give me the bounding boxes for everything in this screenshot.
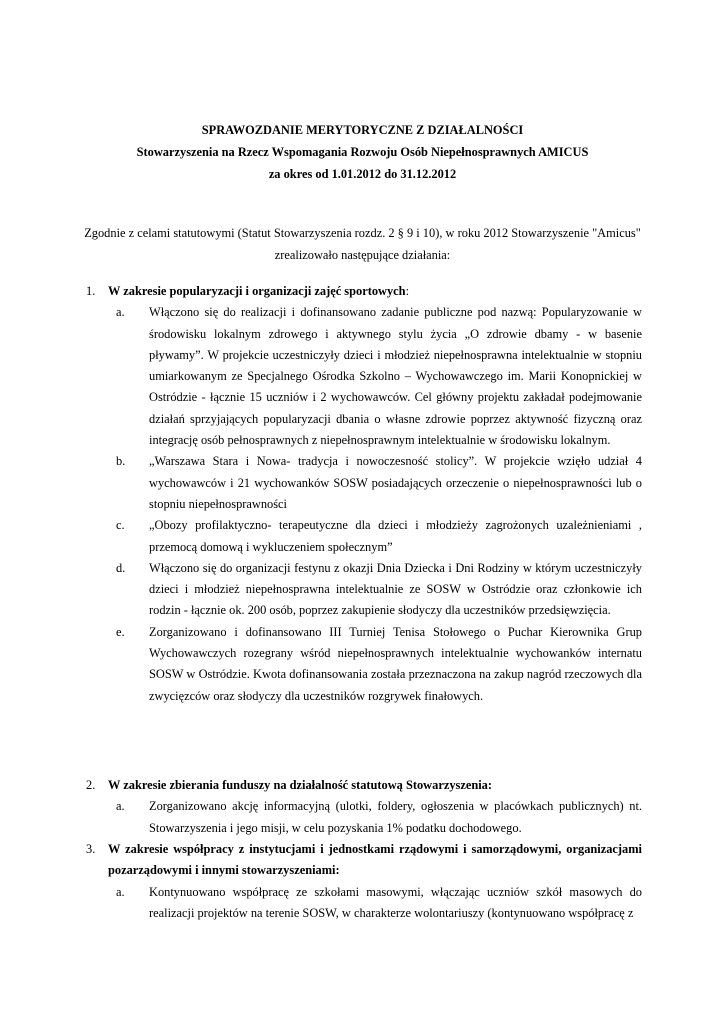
section-title: W zakresie zbierania funduszy na działalność statutową Stowarzyszenia: [108, 778, 492, 792]
section-number: 3. [86, 842, 96, 856]
intro-paragraph [70, 222, 655, 266]
section-title: W zakresie współpracy z instytucjami i jednostkami rządowymi i samorządowymi, organizacjami pozarządowymi i innymi stowarzyszeniami: [108, 842, 642, 878]
item-text: Zorganizowano i dofinansowano III Turniej Tenisa Stołowego o Puchar Kierownika Grup Wychowawczych rozegrany wśród niepełnosprawnych intelektualnie wychowanków internatu SOSW w Ostródzie. Kwota dofinansowania została przeznaczona na zakup nagród rzeczowych dla zwycięzców oraz słodyczy dla uczestników rozgrywek finałowych. [149, 624, 642, 703]
section-number: 2. [86, 778, 96, 792]
item-letter: a. [116, 884, 125, 899]
item-text: „Warszawa Stara i Nowa- tradycja i nowoczesność stolicy”. W projekcie wzięło udział 4 wychowawców i 21 wychowanków SOSW posiadających orzeczenie o niepełnosprawności lub o stopniu niepełnosprawności [149, 454, 642, 511]
section-fundraising [86, 775, 642, 839]
item-text: Zorganizowano akcję informacyjną (ulotki, foldery, ogłoszenia w placówkach publicznych) nt. Stowarzyszenia i jego misji, w celu pozyskania 1% podatku dochodowego. [149, 799, 642, 835]
list-item [116, 302, 642, 451]
item-letter: d. [116, 560, 126, 575]
item-text: „Obozy profilaktyczno- terapeutyczne dla dzieci i młodzieży zagrożonych uzależnieniami , przemocą domową i wykluczeniem społecznym” [149, 518, 642, 554]
section-items [86, 796, 642, 839]
intro-line-2: zrealizowało następujące działania: [274, 248, 451, 262]
list-item [116, 558, 642, 622]
item-text: Kontynuowano współpracę ze szkołami masowymi, włączając uczniów szkół masowych do realizacji projektów na terenie SOSW, w charakterze wolontariuszy (kontynuowano współpracę z [149, 884, 642, 920]
intro-line-1: Zgodnie z celami statutowymi (Statut Stowarzyszenia rozdz. 2 § 9 i 10), w roku 2012 Stowarzyszenie "Amicus" [84, 226, 641, 240]
section-title: W zakresie popularyzacji i organizacji zajęć sportowych: [108, 284, 410, 298]
list-item [116, 796, 642, 839]
item-letter: b. [116, 454, 126, 469]
list-item [116, 882, 642, 925]
list-item [116, 515, 642, 558]
item-text: Włączono się do realizacji i dofinansowano zadanie publiczne pod nazwą: Popularyzowanie w środowisku lokalnym zdrowego i aktywnego stylu życia „O zdrowie dbamy - w basenie pływamy”. W projekcie uczestniczyły dzieci i młodzież niepełnosprawna intelektualnie w stopniu umiarkowanym ze Specjalnego Ośrodka Szkolno – Wychowawczego im. Marii Konopnickiej w Ostródzie - łącznie 15 uczniów i 2 wychowawców. Cel główny projektu zakładał podejmowanie działań sprzyjających popularyzacji dbania o własne zdrowie poprzez aktywność fizyczną oraz integrację osób pełnosprawnych z niepełnosprawnym intelektualnie w środowisku lokalnym. [149, 305, 642, 448]
section-sports [86, 281, 642, 707]
item-letter: a. [116, 799, 125, 814]
section-items [86, 882, 642, 925]
item-letter: a. [116, 305, 125, 320]
section-items [86, 302, 642, 707]
section-cooperation [86, 839, 642, 924]
organization-name: Stowarzyszenia na Rzecz Wspomagania Rozwoju Osób Niepełnosprawnych AMICUS [136, 145, 589, 159]
item-letter: e. [116, 624, 125, 639]
report-title: SPRAWOZDANIE MERYTORYCZNE Z DZIAŁALNOŚCI [201, 123, 524, 137]
report-period: za okres od 1.01.2012 do 31.12.2012 [268, 167, 457, 181]
item-letter: c. [116, 518, 125, 533]
list-item [116, 451, 642, 515]
section-number: 1. [86, 284, 96, 298]
item-text: Włączono się do organizacji festynu z okazji Dnia Dziecka i Dni Rodziny w którym uczestniczyły dzieci i młodzież niepełnosprawna intelektualnie ze SOSW w Ostródzie oraz członkowie ich rodzin - łącznie ok. 200 osób, poprzez zakupienie słodyczy dla uczestników przedsięwzięcia. [149, 560, 642, 618]
list-item [116, 622, 642, 707]
